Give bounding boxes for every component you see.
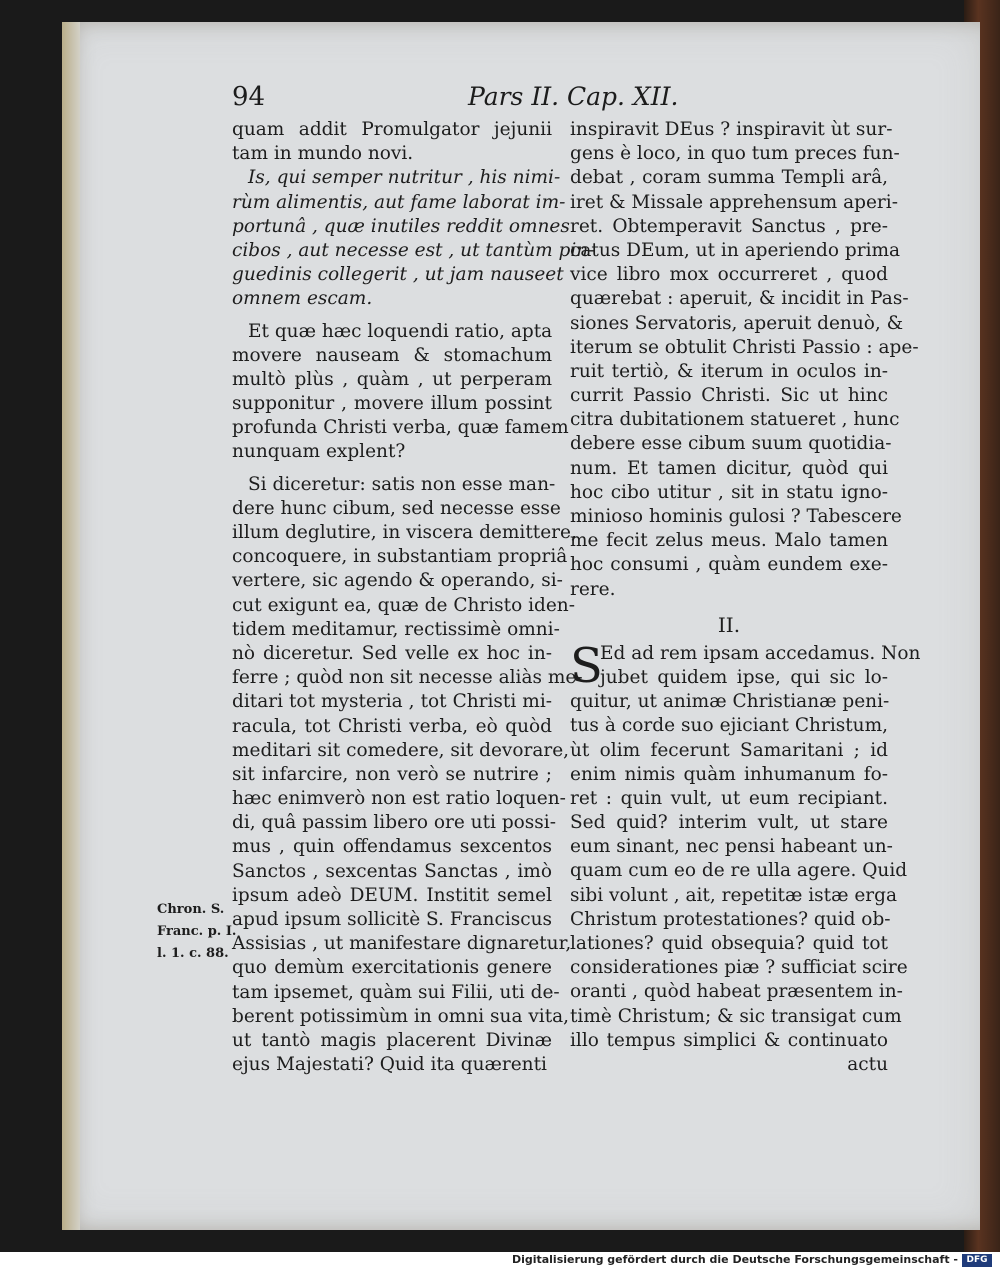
text-line: inspiravit DEus ? inspiravit ùt sur- [570, 119, 893, 140]
text-line: jubet quidem ipse, qui sic lo- [600, 666, 888, 688]
text-line: quærebat : aperuit, & incidit in Pas- [570, 288, 909, 310]
text-line: minioso hominis gulosi ? Tabescere [570, 506, 902, 527]
text-line: Si diceretur: satis non esse man- [248, 473, 556, 495]
text-line: guedinis collegerit , ut jam nauseet [232, 264, 564, 286]
text-line: ret. Obtemperavit Sanctus , pre- [570, 215, 888, 237]
section-number: II. [717, 612, 741, 637]
text-line: di, quâ passim libero ore uti possi- [232, 812, 556, 834]
text-line: nunquam explent? [232, 441, 406, 463]
text-line: quitur, ut animæ Christianæ peni- [570, 691, 890, 713]
paragraph-gap [232, 312, 552, 320]
text-line: nò diceretur. Sed velle ex hoc in- [232, 642, 552, 664]
text-line: debere esse cibum suum quotidia- [570, 433, 892, 455]
text-line: oranti , quòd habeat præsentem in- [570, 981, 903, 1003]
text-line: multò plùs , quàm , ut perperam [232, 368, 552, 390]
text-line: vice libro mox occurreret , quod [570, 264, 888, 286]
text-line: tam ipsemet, quàm sui Filii, uti de- [232, 981, 560, 1003]
text-line: quam cum eo de re ulla agere. Quid [570, 860, 908, 882]
text-line: Assisias , ut manifestare dignaretur, [232, 933, 572, 955]
text-line: eum sinant, nec pensi habeant un- [570, 836, 893, 858]
right-column [570, 118, 921, 1077]
text-line: iret & Missale apprehensum aperi- [570, 191, 898, 213]
text-line: berent potissimùm in omni sua vita, [232, 1005, 570, 1027]
text-line: siones Servatoris, aperuit denuò, & [570, 312, 904, 334]
text-line: rùm alimentis, aut fame laborat im- [232, 191, 566, 213]
marginal-note [157, 899, 237, 965]
text-line: ditari tot mysteria , tot Christi mi- [232, 691, 552, 713]
text-line: Is, qui semper nutritur , his nimi- [248, 167, 561, 189]
text-line: gens è loco, in quo tum preces fun- [570, 143, 900, 165]
drop-cap-paragraph-start [570, 637, 921, 694]
text-line: tam in mundo novi. [232, 143, 414, 165]
text-line: ruit tertiò, & iterum in oculos in- [570, 360, 888, 382]
text-line: quo demùm exercitationis genere [232, 957, 552, 979]
text-line: omnem escam. [232, 288, 373, 310]
text-line: vertere, sic agendo & operando, si- [232, 570, 563, 592]
text-line: considerationes piæ ? sufficiat scire [570, 957, 908, 979]
text-line: illo tempus simplici & continuato [570, 1029, 888, 1051]
text-line: portunâ , quæ inutiles reddit omnes [232, 215, 570, 237]
text-line: citra dubitationem statueret , hunc [570, 409, 900, 431]
text-line: apud ipsum sollicitè S. Franciscus [232, 909, 552, 930]
text-line: num. Et tamen dicitur, quòd qui [570, 457, 888, 479]
catchword: actu [847, 1053, 888, 1075]
running-head: Pars II. Cap. XII. [468, 82, 679, 111]
text-line: ejus Majestati? Quid ita quærenti [232, 1054, 547, 1076]
text-line: me fecit zelus meus. Malo tamen [570, 530, 888, 552]
page-gutter-edge [62, 22, 80, 1230]
text-line: ipsum adeò DEUM. Institit semel [232, 884, 552, 906]
text-line: catus DEum, ut in aperiendo prima [570, 239, 901, 261]
page-header [232, 82, 679, 122]
text-line: Christum protestationes? quid ob- [570, 908, 891, 930]
text-line: lationes? quid obsequia? quid tot [570, 933, 888, 954]
text-line: profunda Christi verba, quæ famem [232, 417, 569, 439]
paragraph-gap [232, 465, 552, 473]
text-line: ut tantò magis placerent Divinæ [232, 1029, 552, 1051]
footer-bar [0, 1252, 1000, 1270]
text-line: ùt olim fecerunt Samaritani ; id [570, 739, 888, 761]
text-line: hoc consumi , quàm eundem exe- [570, 554, 888, 576]
text-line: tus à corde suo ejiciant Christum, [570, 715, 888, 737]
text-line: Sed quid? interim vult, ut stare [570, 812, 888, 834]
text-line: timè Christum; & sic transigat cum [570, 1005, 902, 1027]
text-line: ret : quin vult, ut eum recipiant. [570, 787, 888, 809]
text-line: hæc enimverò non est ratio loquen- [232, 788, 566, 810]
text-line: Ed ad rem ipsam accedamus. Non [600, 642, 921, 664]
text-line: racula, tot Christi verba, eò quòd [232, 715, 552, 737]
text-line: sibi volunt , ait, repetitæ istæ erga [570, 884, 898, 906]
text-line: enim nimis quàm inhumanum fo- [570, 763, 888, 785]
text-line: Et quæ hæc loquendi ratio, apta [248, 320, 553, 342]
marginal-note-line: l. 1. c. 88. [157, 946, 229, 961]
text-line: debat , coram summa Templi arâ, [570, 167, 888, 189]
text-line: currit Passio Christi. Sic ut hinc [570, 385, 888, 407]
text-line: cut exigunt ea, quæ de Christo iden- [232, 594, 575, 616]
text-line: Sanctos , sexcentas Sanctas , imò [232, 860, 552, 882]
text-line: mus , quin offendamus sexcentos [232, 836, 552, 858]
text-line: illum deglutire, in viscera demittere, [232, 522, 577, 543]
text-line: rere. [570, 578, 616, 600]
dfg-logo: DFG [962, 1254, 992, 1267]
text-line: sit infarcire, non verò se nutrire ; [232, 763, 552, 785]
drop-cap: S [570, 637, 603, 694]
text-line: hoc cibo utitur , sit in statu igno- [570, 481, 888, 503]
text-line: iterum se obtulit Christi Passio : ape- [570, 336, 919, 358]
text-line: cibos , aut necesse est , ut tantùm pin- [232, 239, 595, 261]
text-line: movere nauseam & stomachum [232, 344, 552, 366]
text-line: meditari sit comedere, sit devorare, [232, 739, 570, 761]
text-line: concoquere, in substantiam propriâ [232, 546, 568, 568]
text-line: quam addit Promulgator jejunii [232, 119, 552, 140]
text-line: ferre ; quòd non sit necesse aliàs me- [232, 667, 583, 689]
page-number: 94 [232, 82, 266, 112]
text-line: dere hunc cibum, sed necesse esse [232, 497, 561, 519]
funding-notice: Digitalisierung gefördert durch die Deutsche Forschungsgemeinschaft - [511, 1253, 958, 1266]
marginal-note-line: Chron. S. [157, 902, 225, 917]
marginal-note-line: Franc. p. I. [157, 924, 237, 939]
text-line: tidem meditamur, rectissimè omni- [232, 618, 560, 640]
text-line: supponitur , movere illum possint [232, 393, 552, 415]
